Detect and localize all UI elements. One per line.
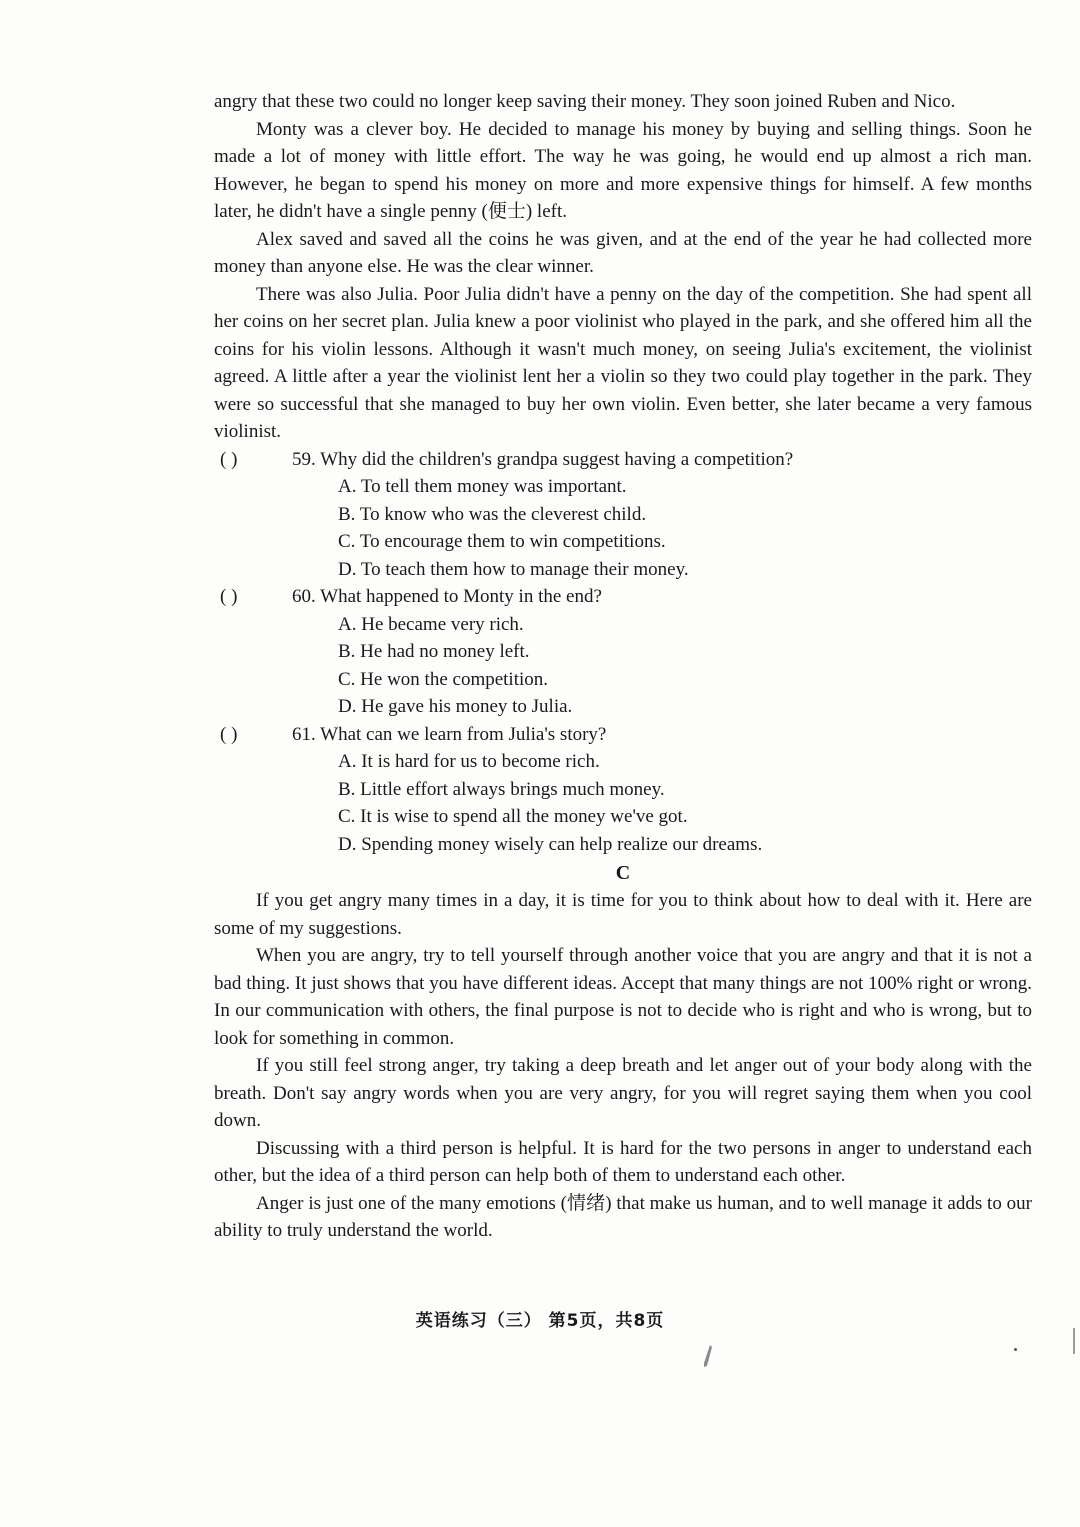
option-d: D. To teach them how to manage their money. xyxy=(338,558,689,580)
option-a: A. It is hard for us to become rich. xyxy=(338,751,600,772)
option-c: C. To encourage them to win competitions. xyxy=(338,531,666,552)
pen-mark-icon xyxy=(703,1344,713,1368)
passage-c-paragraph-2: When you are angry, try to tell yourself through another voice that you are angry and that it is not a bad thing. It just shows that you have different ideas. Accept that many things are not 100% right or wrong. In our communication with others, the final purpose is not to decide who is right and who is wrong, but to look for something in common. xyxy=(214,945,1032,1049)
answer-blank[interactable]: ( ) xyxy=(220,586,238,607)
option-b: B. Little effort always brings much money. xyxy=(338,778,665,800)
question-stem: 61. What can we learn from Julia's story? xyxy=(292,723,607,745)
question-59 xyxy=(214,446,1032,584)
answer-blank[interactable]: ( ) xyxy=(220,723,238,745)
option-d: D. He gave his money to Julia. xyxy=(338,696,573,717)
scan-dot-mark xyxy=(1014,1348,1017,1351)
question-61 xyxy=(214,721,1032,859)
passage-b-paragraph-monty: Monty was a clever boy. He decided to manage his money by buying and selling things. Soon he made a lot of money with little effort. The way he was going, he would end up almost a rich man. However, he began to spend his money on more and more expensive things for himself. A few months later, he didn't have a single penny (便士) left. xyxy=(214,118,1032,222)
option-b: B. He had no money left. xyxy=(338,641,530,662)
reading-passage xyxy=(214,88,1032,1245)
option-d: D. Spending money wisely can help realize our dreams. xyxy=(338,833,763,855)
question-stem: 60. What happened to Monty in the end? xyxy=(292,586,602,607)
option-b: B. To know who was the cleverest child. xyxy=(338,503,647,525)
section-heading-c: C xyxy=(615,862,631,884)
scan-edge-mark xyxy=(1073,1328,1075,1354)
passage-c-paragraph-1: If you get angry many times in a day, it is time for you to think about how to deal with it. Here are some of my suggestions. xyxy=(214,890,1032,939)
question-60 xyxy=(214,583,1032,721)
passage-c-paragraph-5: Anger is just one of the many emotions (情绪) that make us human, and to well manage it adds to our ability to truly understand the world. xyxy=(214,1192,1032,1241)
option-a: A. To tell them money was important. xyxy=(338,476,627,497)
passage-c-paragraph-3: If you still feel strong anger, try taking a deep breath and let anger out of your body along with the breath. Don't say angry words when you are very angry, for you will regret saying them when you cool down. xyxy=(214,1055,1032,1131)
passage-b-paragraph-julia: There was also Julia. Poor Julia didn't have a penny on the day of the competition. She had spent all her coins on her secret plan. Julia knew a poor violinist who played in the park, and she offered him all the coins for his violin lessons. Although it wasn't much money, on seeing Julia's excitement, the violinist agreed. A little after a year the violinist lent her a violin so they two could play together in the park. They were so successful that she managed to buy her own violin. Even better, she later became a very famous violinist. xyxy=(214,283,1032,442)
question-stem: 59. Why did the children's grandpa suggest having a competition? xyxy=(292,448,794,470)
passage-c-paragraph-4: Discussing with a third person is helpful. It is hard for the two persons in anger to understand each other, but the idea of a third person can help both of them to understand each other. xyxy=(214,1137,1032,1186)
passage-b-paragraph-1: angry that these two could no longer keep saving their money. They soon joined Ruben and Nico. xyxy=(214,91,956,112)
passage-b-paragraph-alex: Alex saved and saved all the coins he was given, and at the end of the year he had collected more money than anyone else. He was the clear winner. xyxy=(214,228,1032,277)
answer-blank[interactable]: ( ) xyxy=(220,448,238,470)
option-a: A. He became very rich. xyxy=(338,613,524,635)
page-footer: 英语练习（三） 第5页，共8页 xyxy=(415,1311,665,1331)
option-c: C. It is wise to spend all the money we've got. xyxy=(338,806,688,827)
option-c: C. He won the competition. xyxy=(338,668,549,690)
